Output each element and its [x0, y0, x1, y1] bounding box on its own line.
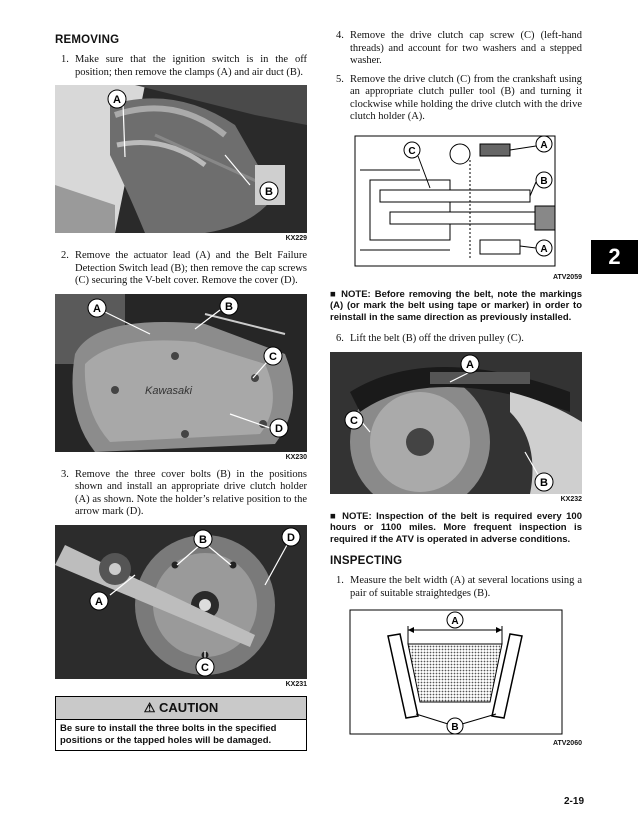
left-column [55, 30, 307, 751]
step-text: Measure the belt width (A) at several locations using a pair of suitable straightedges (B). [350, 575, 582, 599]
section-heading-removing: REMOVING [55, 34, 120, 46]
figure-code: ATV2060 [552, 740, 582, 747]
figure-atv2060 [330, 606, 582, 738]
step-inspect-1 [330, 575, 582, 600]
step-number: 4. [336, 30, 344, 41]
step-number: 1. [336, 575, 344, 586]
figure-kx231 [55, 525, 307, 679]
figure-kx232 [330, 352, 582, 494]
warning-triangle-icon: ⚠ [143, 699, 156, 715]
page-number: 2-19 [563, 796, 584, 807]
callout-a: A [95, 595, 103, 608]
callout-b: B [451, 722, 459, 733]
chapter-tab: 2 [591, 240, 638, 274]
callout-b: B [225, 300, 233, 313]
callout-a-top: A [540, 139, 548, 151]
step-5 [330, 74, 582, 124]
figure-code: KX230 [285, 453, 307, 461]
callout-a-bottom: A [540, 243, 548, 255]
callout-a: A [466, 358, 474, 371]
callout-a: A [93, 302, 101, 315]
caution-text: Be sure to install the three bolts in the specified positions or the tapped holes will be damaged. [60, 722, 277, 746]
step-2 [55, 250, 307, 288]
callout-a: A [451, 616, 459, 627]
step-number: 5. [336, 73, 344, 85]
note-inspection: ■ NOTE: Inspection of the belt is required every 100 hours or 1100 miles. More frequent inspection is required if the ATV is operated in adverse conditions. [330, 510, 582, 545]
callout-a: A [113, 94, 121, 106]
callout-c: C [350, 414, 358, 427]
step-1 [55, 54, 307, 79]
step-text: Remove the drive clutch cap screw (C) (left-hand threads) and account for two washers and a stepped washer. [350, 30, 582, 66]
step-text: Remove the three cover bolts (B) in the positions shown and install an appropriate drive clutch holder (A) as shown. Note the holder’s relative position to the arrow mark (D). [75, 468, 307, 517]
figure-kx229 [55, 85, 307, 233]
callout-b: B [265, 186, 273, 198]
step-6 [330, 333, 582, 346]
figure-code: KX232 [560, 495, 582, 503]
callout-c: C [201, 661, 209, 674]
step-3 [55, 469, 307, 519]
step-text: Lift the belt (B) off the driven pulley (C). [350, 333, 524, 344]
callout-b: B [199, 533, 207, 546]
callout-c: C [408, 145, 416, 157]
figure-code: ATV2059 [552, 273, 582, 281]
figure-code: KX229 [285, 235, 307, 242]
step-number: 6. [336, 333, 344, 344]
note-belt-markings: ■ NOTE: Before removing the belt, note the markings (A) (or mark the belt using tape or marker) in order to reinstall in the same direction as previously installed. [330, 288, 582, 323]
step-text: Make sure that the ignition switch is in the off position; then remove the clamps (A) and air duct (B). [75, 54, 307, 78]
step-number: 2. [61, 250, 69, 261]
step-number: 1. [61, 54, 69, 65]
callout-c: C [269, 350, 277, 363]
callout-b: B [540, 476, 548, 489]
step-text: Remove the actuator lead (A) and the Belt Failure Detection Switch lead (B); then remove the cap screws (C) securing the V-belt cover. Remove the cover (D). [75, 250, 307, 286]
callout-d: D [287, 531, 295, 544]
step-4 [330, 30, 582, 68]
figure-code: KX231 [285, 680, 307, 688]
callout-b: B [540, 175, 548, 187]
caution-box [55, 696, 307, 751]
figure-kx230 [55, 294, 307, 452]
step-number: 3. [61, 468, 69, 480]
figure-atv2059 [330, 130, 582, 272]
brand-logo-text: Kawasaki [145, 384, 193, 397]
step-text: Remove the drive clutch (C) from the crankshaft using an appropriate clutch puller tool (B) and turning it clockwise while holding the drive clutch with the drive clutch holder (A). [350, 73, 582, 122]
caution-title: CAUTION [159, 699, 219, 715]
right-column [330, 30, 582, 755]
callout-d: D [275, 422, 283, 435]
section-heading-inspecting: INSPECTING [330, 555, 403, 567]
caution-header [56, 697, 306, 720]
